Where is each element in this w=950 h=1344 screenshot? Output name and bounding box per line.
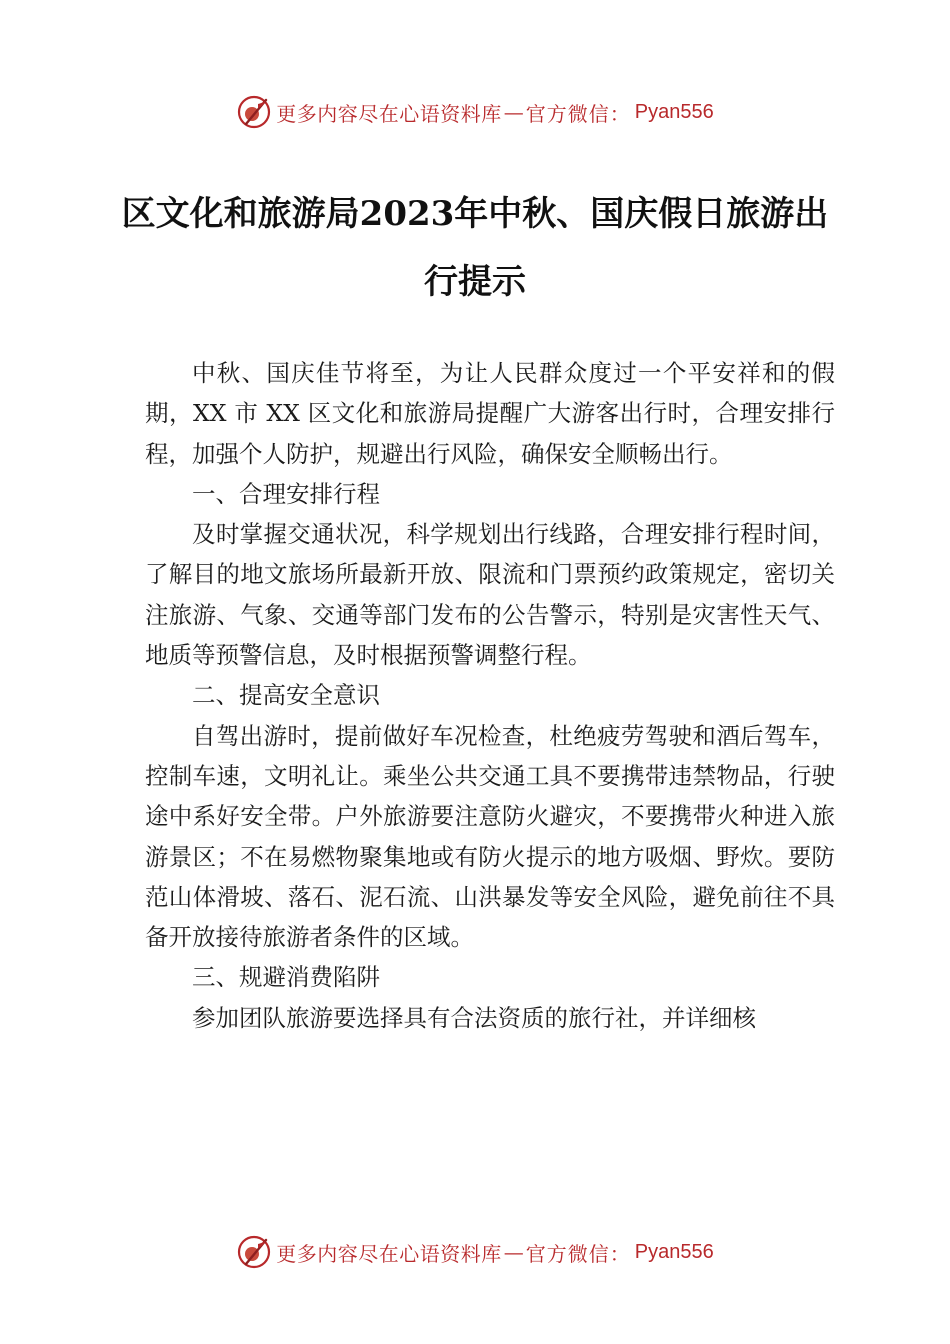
- watermark-separator: —: [503, 1240, 524, 1264]
- watermark-label: 官方微信：: [525, 1241, 631, 1266]
- watermark-wechat-id: Pyan556: [634, 100, 714, 123]
- paragraph-section-2: 自驾出游时，提前做好车况检查，杜绝疲劳驾驶和酒后驾车，控制车速，文明礼让。乘坐公共交通工具不要携带违禁物品，行驶途中系好安全带。户外旅游要注意防火避灾，不要携带火种进入旅游景区；不在易燃物聚集地或有防火提示的地方吸烟、野炊。要防范山体滑坡、落石、泥石流、山洪暴发等安全风险，避免前往不具备开放接待旅游者条件的区域。: [145, 721, 835, 952]
- section-heading-2: 二、提高安全意识: [192, 681, 380, 710]
- watermark-wechat-id: Pyan556: [634, 1240, 714, 1263]
- document-title: 区文化和旅游局2023年中秋、国庆假日旅游出行提示: [121, 194, 829, 302]
- section-heading-3: 三、规避消费陷阱: [192, 963, 380, 992]
- watermark-footer: [0, 1232, 950, 1272]
- paragraph-intro: 中秋、国庆佳节将至，为让人民群众度过一个平安祥和的假期，XX 市 XX 区文化和旅游局提醒广大游客出行时，合理安排行程，加强个人防护，规避出行风险，确保安全顺畅出行。: [145, 359, 835, 468]
- watermark-text: 更多内容尽在心语资料库: [276, 101, 502, 126]
- section-heading-1: 一、合理安排行程: [192, 479, 380, 508]
- watermark-header: [0, 92, 950, 132]
- paragraph-section-3: 参加团队旅游要选择具有合法资质的旅行社，并详细核: [192, 1003, 756, 1032]
- quill-logo-icon: [236, 94, 272, 130]
- quill-logo-icon: [236, 1234, 272, 1270]
- watermark-separator: —: [503, 100, 524, 124]
- watermark-text: 更多内容尽在心语资料库: [276, 1241, 502, 1266]
- document-body: [145, 353, 835, 1038]
- watermark-label: 官方微信：: [525, 101, 631, 126]
- paragraph-section-1: 及时掌握交通状况，科学规划出行线路，合理安排行程时间，了解目的地文旅场所最新开放、限流和门票预约政策规定，密切关注旅游、气象、交通等部门发布的公告警示，特别是灾害性天气、地质等预警信息，及时根据预警调整行程。: [145, 520, 835, 670]
